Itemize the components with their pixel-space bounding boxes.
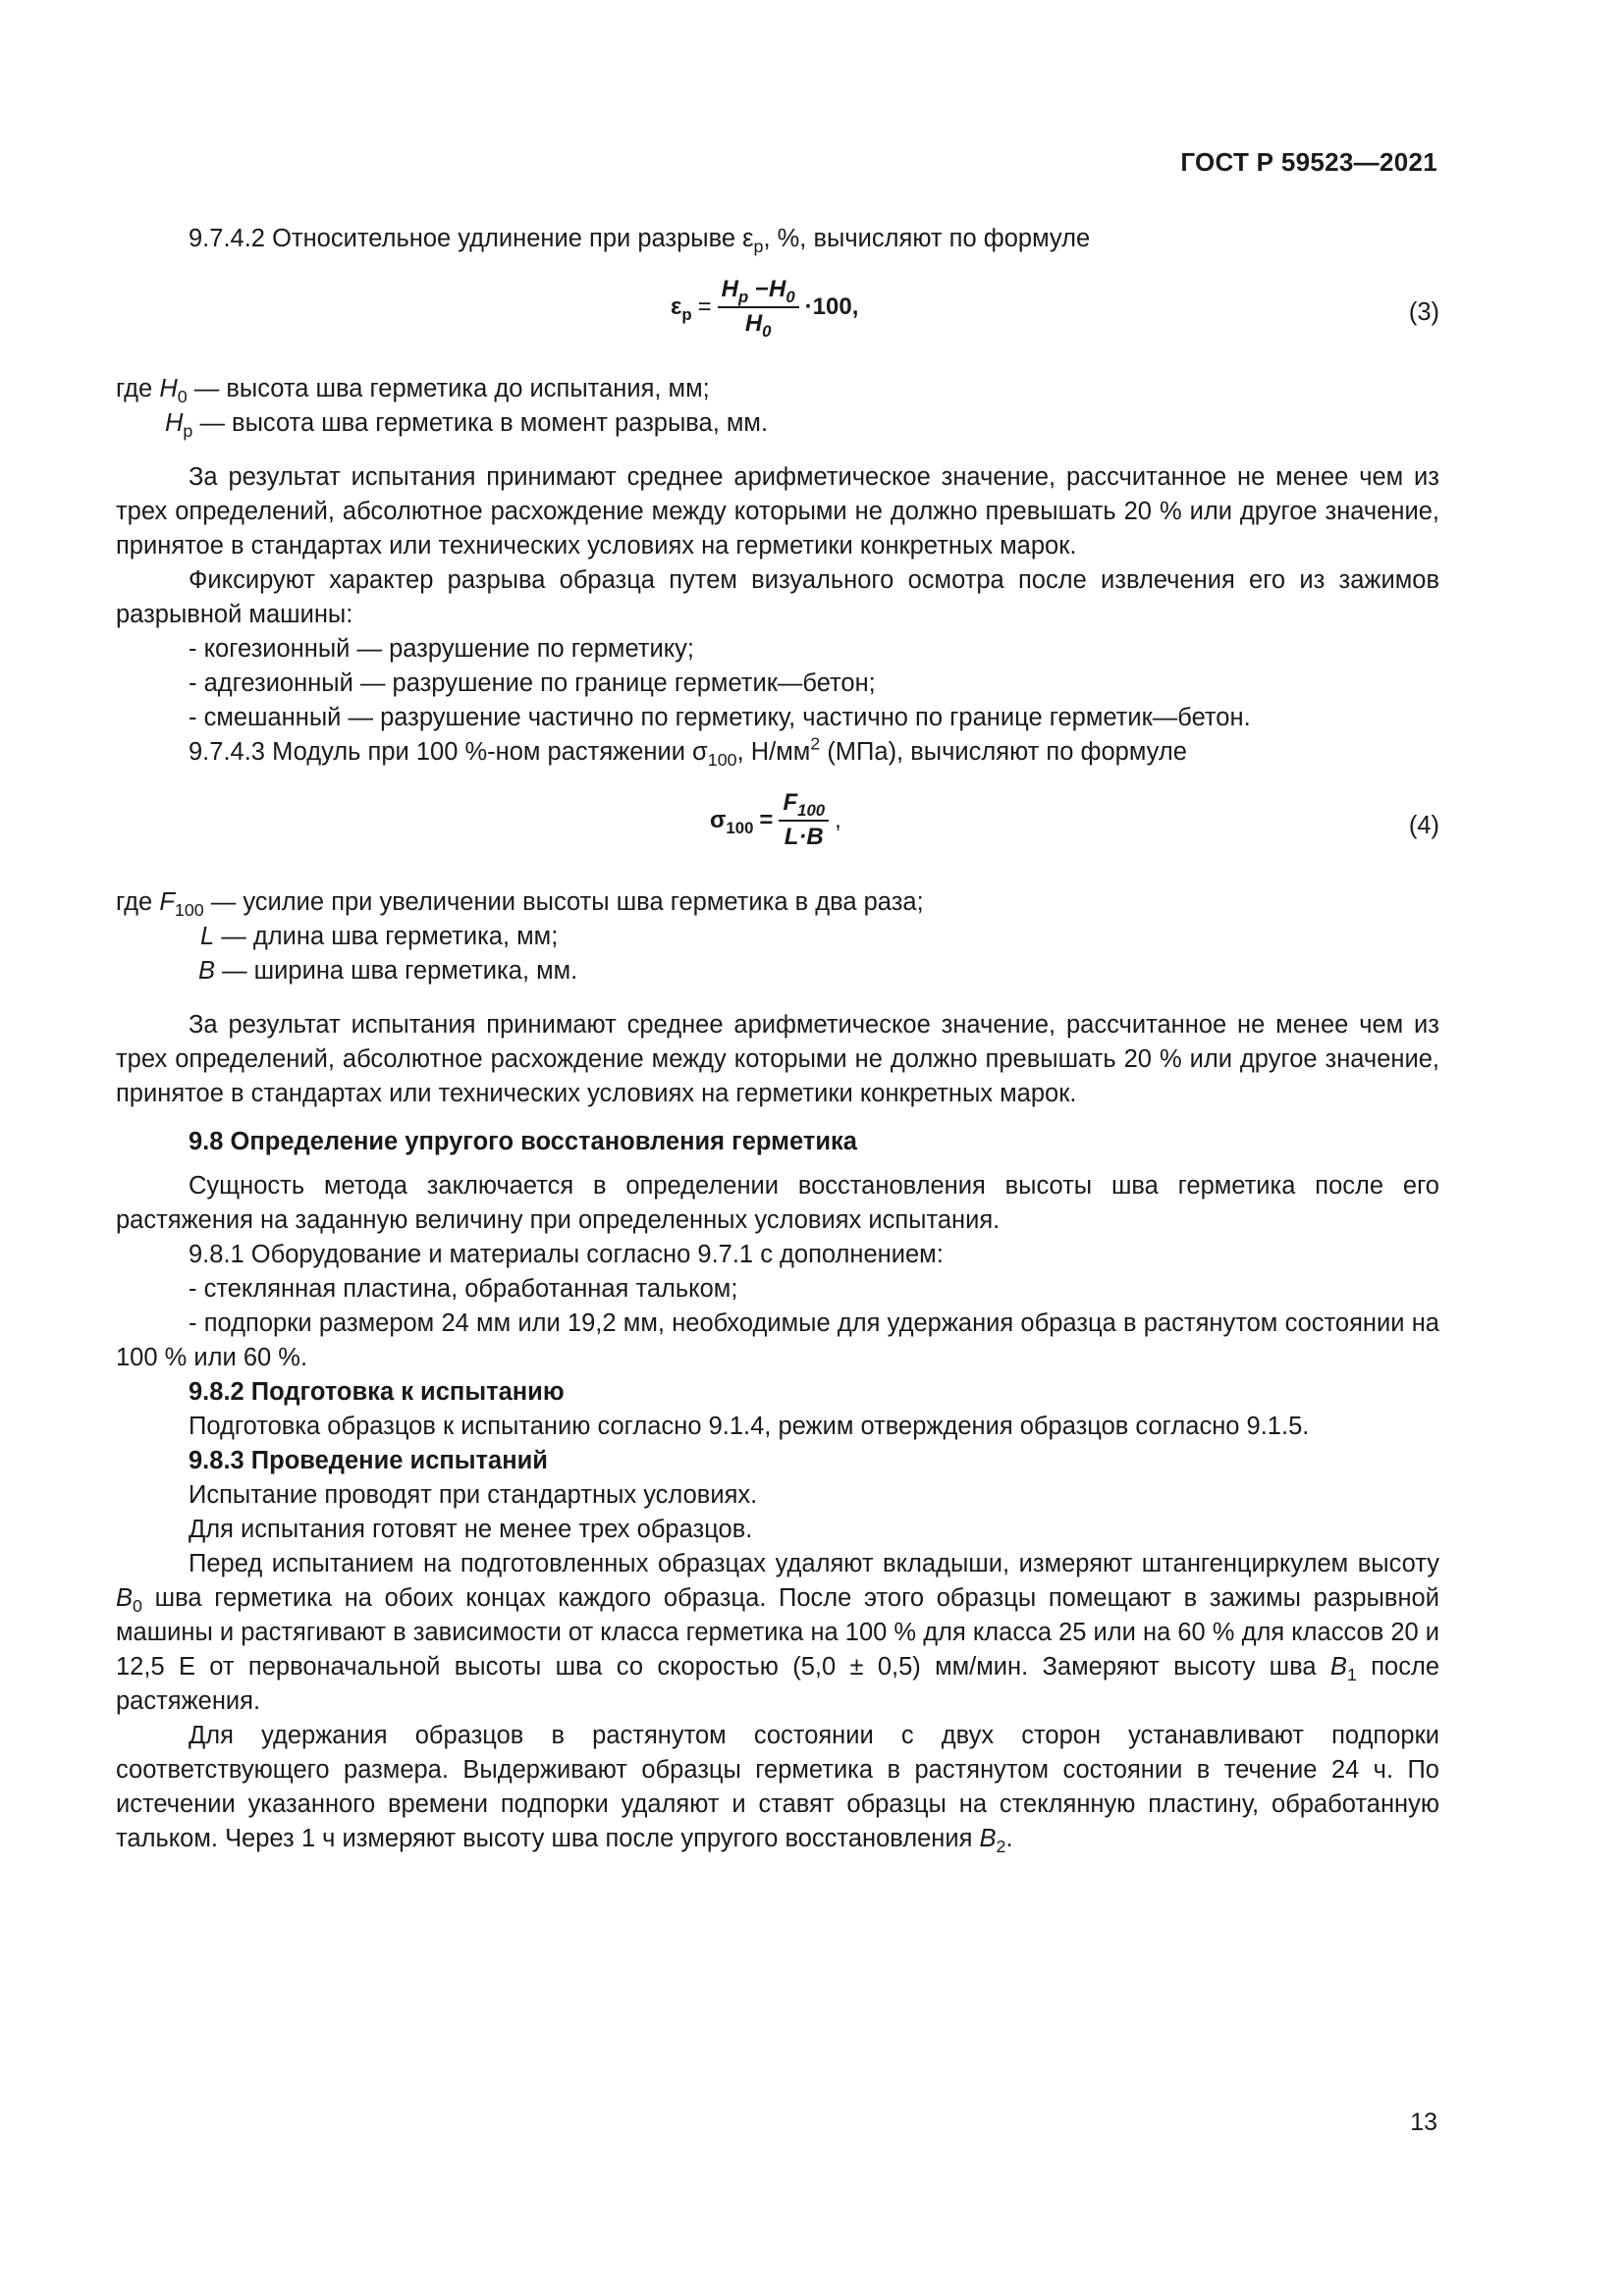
paragraph-9742-intro: 9.7.4.2 Относительное удлинение при разрыве $\varepsilon_р$, %, вычисляют по формуле	[189, 225, 1091, 257]
where-item: $H_р$ — высота шва герметика в момент разрыва, мм.	[165, 409, 769, 442]
paragraph-prep: Подготовка образцов к испытанию согласно 9.1.4, режим отверждения образцов согласно 9.1.5.	[189, 1413, 1310, 1440]
section-heading-9-8: 9.8 Определение упругого восстановления герметика	[189, 1128, 857, 1155]
where-item: где $F_{100}$ — усилие при увеличении высоты шва герметика в два раза;	[116, 888, 924, 921]
paragraph-equipment: 9.8.1 Оборудование и материалы согласно 9.7.1 с дополнением:	[189, 1241, 944, 1268]
document-header: ГОСТ Р 59523—2021	[1180, 147, 1437, 177]
formula-3-lhs: $\varepsilon_р$	[671, 294, 692, 324]
formula-4-lhs: $\sigma_{100}$	[710, 807, 754, 837]
paragraph-test-line: Для испытания готовят не менее трех образцов.	[189, 1516, 753, 1543]
subsection-heading-9-8-3: 9.8.3 Проведение испытаний	[189, 1447, 548, 1474]
where-list-3	[116, 372, 1439, 441]
list-item: - когезионный — разрушение по герметику;	[189, 635, 694, 663]
list-item: - подпорки размером 24 мм или 19,2 мм, необходимые для удержания образца в растянутом состоянии на 100 % или 60 %.	[116, 1309, 1439, 1371]
list-item: - смешанный — разрушение частично по герметику, частично по границе герметик—бетон.	[189, 704, 1251, 731]
where-item: где $H_0$ — высота шва герметика до испытания, мм;	[116, 375, 710, 407]
paragraph-result-2: За результат испытания принимают среднее арифметическое значение, рассчитанное не менее чем из трех определений, абсолютное расхождение между которыми не должно превышать 20 % или другое значение, принятое в стандартах или технических условиях на герметики конкретных марок.	[116, 1011, 1439, 1107]
formula-3-fraction: $\frac{H_p -H_0}{H_0}$	[718, 276, 799, 338]
where-item: L — длина шва герметика, мм;	[200, 923, 559, 950]
formula-4: $\sigma_{100}$ = $\frac{F_{100}}{L\cdot B}$ , (4)	[710, 789, 1439, 850]
document-body	[116, 222, 1439, 1856]
paragraph-result-1: За результат испытания принимают среднее арифметическое значение, рассчитанное не менее чем из трех определений, абсолютное расхождение между которыми не должно превышать 20 % или другое значение, принятое в стандартах или технических условиях на герметики конкретных марок.	[116, 463, 1439, 560]
formula-4-fraction: $\frac{F_{100}}{L\cdot B}$	[779, 789, 829, 851]
where-list-4	[116, 885, 1439, 988]
paragraph-essence: Сущность метода заключается в определении восстановления высоты шва герметика после его растяжения на заданную величину при определенных условиях испытания.	[116, 1172, 1439, 1234]
where-item: B — ширина шва герметика, мм.	[198, 957, 578, 985]
formula-3-number: (3)	[1408, 298, 1439, 326]
paragraph-fix: Фиксируют характер разрыва образца путем визуального осмотра после извлечения его из зажимов разрывной машины:	[116, 566, 1439, 628]
page-number: 13	[1410, 2109, 1437, 2136]
list-item: - стеклянная пластина, обработанная тальком;	[189, 1275, 738, 1303]
paragraph-test-line: Испытание проводят при стандартных условиях.	[189, 1481, 758, 1509]
formula-3: $\varepsilon_р$ = $\frac{H_p -H_0}{H_0}$ ·100, (3)	[671, 276, 1439, 341]
list-item: - адгезионный — разрушение по границе герметик—бетон;	[189, 669, 876, 697]
subsection-heading-9-8-2: 9.8.2 Подготовка к испытанию	[189, 1378, 565, 1406]
paragraph-procedure-1: Перед испытанием на подготовленных образцах удаляют вкладыши, измеряют штангенциркулем высоту $B_0$ шва герметика на обоих концах каждого образца. После этого образцы помещают в зажимы разрывной машины и растягивают в зависимости от класса герметика на 100 % для класса 25 или на 60 % для классов 20 и 12,5 Е от первоначальной высоты шва со скоростью (5,0 ± 0,5) мм/мин. Замеряют высоту шва $B_1$ после растяжения.	[116, 1550, 1440, 1715]
paragraph-9743-intro: 9.7.4.3 Модуль при 100 %-ном растяжении $\sigma_{100}$, $Н/мм^2$ (МПа), вычисляют по формуле	[189, 733, 1187, 771]
paragraph-procedure-2: Для удержания образцов в растянутом состоянии с двух сторон устанавливают подпорки соответствующего размера. Выдерживают образцы герметика в растянутом состоянии в течение 24 ч. По истечении указанного времени подпорки удаляют и ставят образцы на стеклянную пластину, обработанную тальком. Через 1 ч измеряют высоту шва после упругого восстановления $B_2$.	[116, 1722, 1439, 1857]
formula-4-number: (4)	[1408, 812, 1439, 839]
